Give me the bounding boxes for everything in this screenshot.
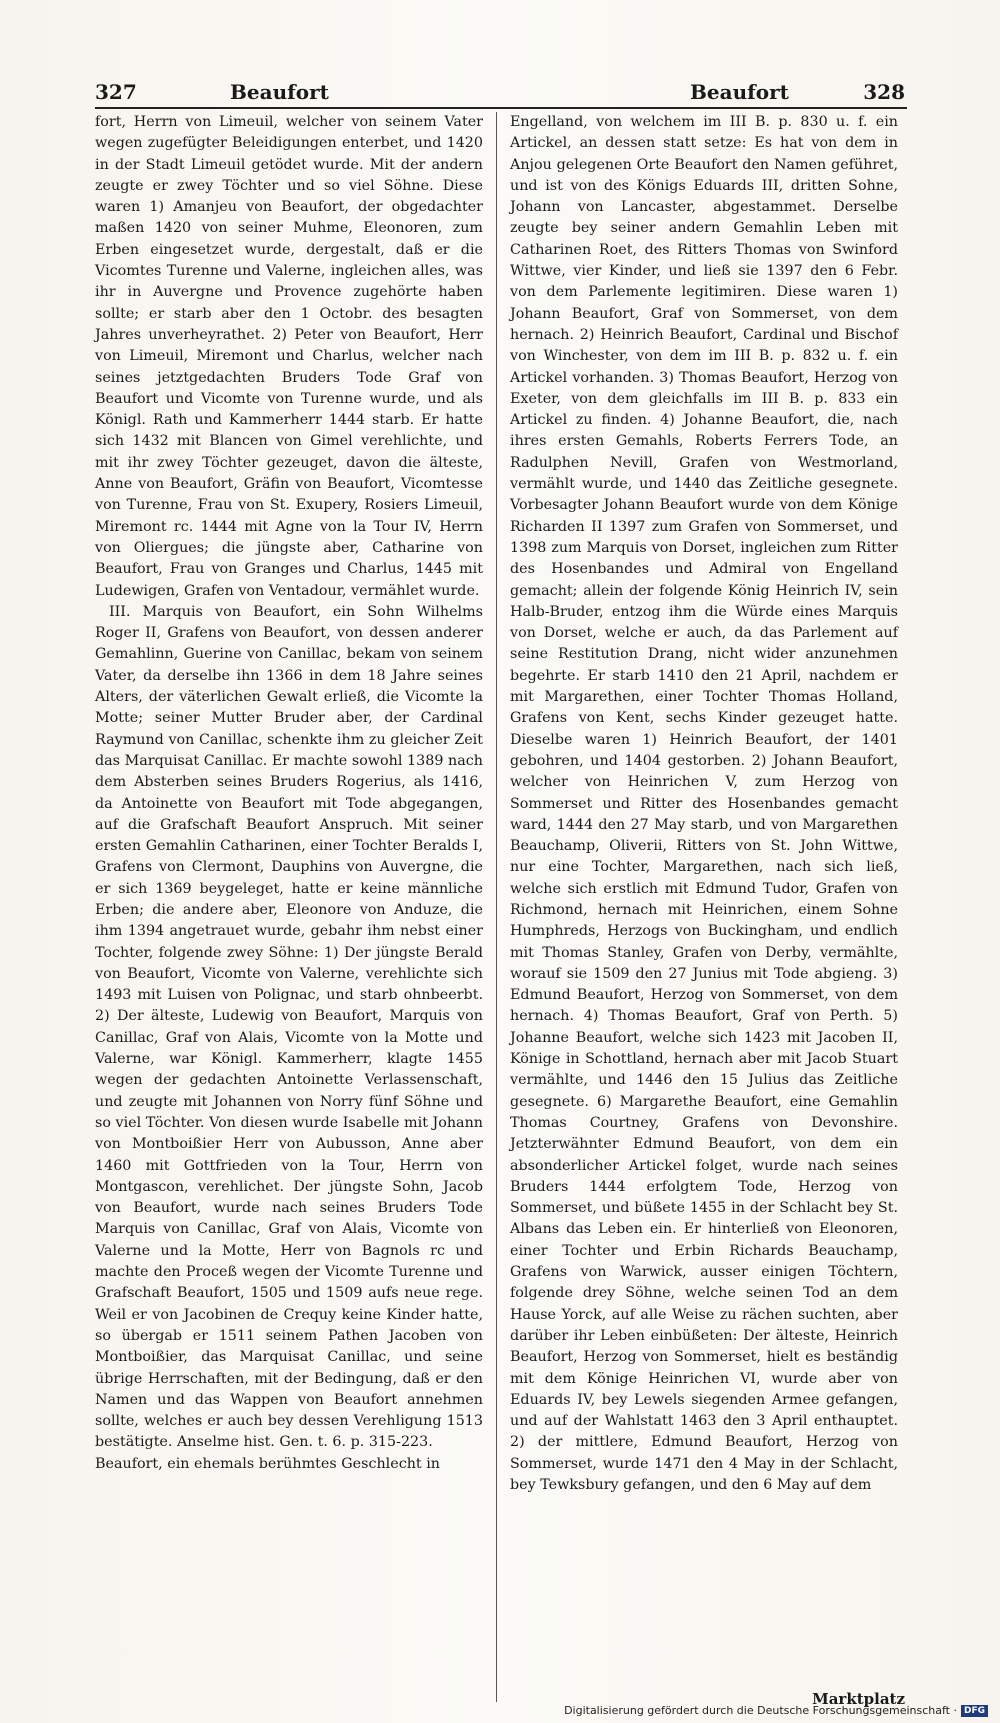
right-column <box>510 112 898 1496</box>
page-number-left: 327 <box>95 80 137 104</box>
header-rule <box>95 107 907 109</box>
digitization-credit <box>564 1704 988 1717</box>
catchword: Marktplatz <box>812 1690 905 1708</box>
credit-text: Digitalisierung gefördert durch die Deutsche Forschungsgemeinschaft · <box>564 1704 957 1717</box>
running-title-right: Beaufort <box>690 80 789 104</box>
paragraph: III. Marquis von Beaufort, ein Sohn Wilhelms Roger II, Grafens von Beaufort, von dessen anderer Gemahlinn, Guerine von Canillac, bekam von seinem Vater, da derselbe ihn 1366 in dem 18 Jahre seines Alters, der väterlichen Gewalt erließ, die Vicomte la Motte; seiner Mutter Bruder aber, der Cardinal Raymund von Canillac, schenkte ihm zu gleicher Zeit das Marquisat Canillac. Er machte sowohl 1389 nach dem Absterben seines Bruders Rogerius, als 1416, da Antoinette von Beaufort mit Tode abgegangen, auf die Grafschaft Beaufort Anspruch. Mit seiner ersten Gemahlin Catharinen, einer Tochter Beralds I, Grafens von Clermont, Dauphins von Auvergne, die er sich 1369 beygeleget, hatte er keine männliche Erben; die andere aber, Eleonore von Anduze, die ihm 1394 angetrauet wurde, gebahr ihm nebst einer Tochter, folgende zwey Söhne: 1) Der jüngste Berald von Beaufort, Vicomte von Valerne, verehlichte sich 1493 mit Luisen von Polignac, und starb ohnbeerbt. 2) Der älteste, Ludewig von Beaufort, Marquis von Canillac, Graf von Alais, Vicomte von la Motte und Valerne, war Königl. Kammerherr, klagte 1455 wegen der gedachten Antoinette Verlassenschaft, und zeugte mit Johannen von Norry fünf Söhne und so viel Töchter. Von diesen wurde Isabelle mit Johann von Montboißier Herr von Aubusson, Anne aber 1460 mit Gottfrieden von la Tour, Herrn von Montgascon, verehlichet. Der jüngste Sohn, Jacob von Beaufort, wurde nach seines Bruders Tode Marquis von Canillac, Graf von Alais, Vicomte von Valerne und la Motte, Herr von Bagnols rc und machte den Proceß wegen der Vicomte Turenne und Grafschaft Beaufort, 1505 und 1509 aufs neue rege. Weil er von Jacobinen de Crequy keine Kinder hatte, so übergab er 1511 seinem Pathen Jacoben von Montboißier, das Marquisat Canillac, und seine übrige Herrschaften, mit der Bedingung, daß er den Namen und das Wappen von Beaufort annehmen sollte, welches er auch bey dessen Verehligung 1513 bestätigte. Anselme hist. Gen. t. 6. p. 315-223. <box>95 603 483 1451</box>
column-divider <box>496 112 497 1702</box>
paragraph: Engelland, von welchem im III B. p. 830 u. f. ein Artickel, an dessen statt setze: Es hat von dem in Anjou gelegenen Orte Beaufort den Namen geführet, und ist von des Königs Eduards III, dritten Sohne, Johann von Lancaster, abgestammet. Derselbe zeugte bey seiner andern Gemahlin Leben mit Catharinen Roet, des Ritters Thomas von Swinford Wittwe, vier Kinder, und ließ sie 1397 den 6 Febr. von dem Parlemente legitimiren. Diese waren 1) Johann Beaufort, Graf von Sommerset, von dem hernach. 2) Heinrich Beaufort, Cardinal und Bischof von Winchester, von dem im III B. p. 832 u. f. ein Artickel vorhanden. 3) Thomas Beaufort, Herzog von Exeter, von dem gleichfalls im III B. p. 833 ein Artickel zu finden. 4) Johanne Beaufort, die, nach ihres ersten Gemahls, Roberts Ferrers Tode, an Radulphen Nevill, Grafen von Westmorland, vermählt wurde, und 1440 das Zeitliche gesegnete. Vorbesagter Johann Beaufort wurde von dem Könige Richarden II 1397 zum Grafen von Sommerset, und 1398 zum Marquis von Dorset, ingleichen zum Ritter des Hosenbandes und Admiral von Engelland gemacht; allein der folgende König Heinrich IV, sein Halb-Bruder, entzog ihm die Würde eines Marquis von Dorset, welche er auch, da das Parlement auf seine Restitution Drang, nicht wider anzunehmen begehrte. Er starb 1410 den 21 April, nachdem er mit Margarethen, einer Tochter Thomas Holland, Grafens von Kent, sechs Kinder gezeuget hatte. Dieselbe waren 1) Heinrich Beaufort, der 1401 gebohren, und 1404 gestorben. 2) Johann Beaufort, welcher von Heinrichen V, zum Herzog von Sommerset und Ritter des Hosenbandes gemacht ward, 1444 den 27 May starb, und von Margarethen Beauchamp, Oliverii, Ritters von St. John Wittwe, nur eine Tochter, Margarethen, nach sich ließ, welche sich erstlich mit Edmund Tudor, Grafen von Richmond, hernach mit Heinrichen, einem Sohne Humphreds, Herzogs von Buckingham, und endlich mit Thomas Stanley, Grafen von Derby, vermählte, worauf sie 1509 den 27 Junius mit Tode abgieng. 3) Edmund Beaufort, Herzog von Sommerset, von dem hernach. 4) Thomas Beaufort, Graf von Perth. 5) Johanne Beaufort, welche sich 1423 mit Jacoben II, Könige in Schottland, hernach aber mit Jacob Stuart vermählte, und 1446 den 15 Julius das Zeitliche gesegnete. 6) Margarethe Beaufort, eine Gemahlin Thomas Courtney, Grafens von Devonshire. Jetzterwähnter Edmund Beaufort, von dem ein absonderlicher Artickel folget, wurde nach seines Bruders 1444 erfolgtem Tode, Herzog von Sommerset, und büßete 1455 in der Schlacht bey St. Albans das Leben ein. Er hinterließ von Eleonoren, einer Tochter und Erbin Richards Beauchamp, Grafens von Warwick, ausser einigen Töchtern, folgende drey Söhne, welche seinen Tod an dem Hause Yorck, auf alle Weise zu rächen suchten, aber darüber ihr Leben einbüßeten: Der älteste, Heinrich Beaufort, Herzog von Sommerset, hielt es beständig mit dem Könige Heinrichen VI, wurde aber von Eduards IV, bey Lewels siegenden Armee gefangen, und auf der Wahlstatt 1463 den 3 April enthauptet. 2) der mittlere, Edmund Beaufort, Herzog von Sommerset, wurde 1471 den 4 May in der Schlacht, bey Tewksbury gefangen, und den 6 May auf dem <box>510 114 898 1493</box>
paragraph: Beaufort, ein ehemals berühmtes Geschlecht in <box>95 1455 440 1472</box>
dfg-logo: DFG <box>961 1705 988 1717</box>
left-column <box>95 112 483 1475</box>
paragraph: fort, Herrn von Limeuil, welcher von seinem Vater wegen zugefügter Beleidigungen enterbet, und 1420 in der Stadt Limeuil getödet wurde. Mit der andern zeugte er zwey Töchter und so viel Söhne. Diese waren 1) Amanjeu von Beaufort, der obgedachter maßen 1420 von seiner Muhme, Eleonoren, zum Erben eingesetzet wurde, dergestalt, daß er die Vicomtes Turenne und Valerne, ingleichen alles, was ihr in Auvergne und Provence zugehörte haben sollte; er starb aber den 1 Octobr. des besagten Jahres unverheyrathet. 2) Peter von Beaufort, Herr von Limeuil, Miremont und Charlus, welcher nach seines jetztgedachten Bruders Tode Graf von Beaufort und Vicomte von Turenne wurde, und als Königl. Rath und Kammerherr 1444 starb. Er hatte sich 1432 mit Blancen von Gimel verehlichte, und mit ihr zwey Töchter gezeuget, davon die älteste, Anne von Beaufort, Gräfin von Beaufort, Vicomtesse von Turenne, Frau von St. Exupery, Rosiers Limeuil, Miremont rc. 1444 mit Agne von la Tour IV, Herrn von Oliergues; die jüngste aber, Catharine von Beaufort, Frau von Granges und Charlus, 1445 mit Ludewigen, Grafen von Ventadour, vermählet wurde. <box>95 114 483 599</box>
running-title-left: Beaufort <box>230 80 329 104</box>
running-header <box>95 80 905 108</box>
page-number-right: 328 <box>863 80 905 104</box>
